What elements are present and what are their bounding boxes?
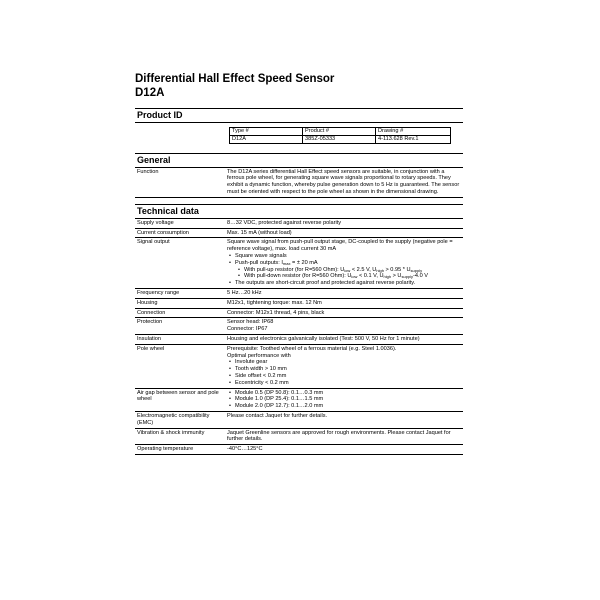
temperature-value: -40°C…125°C xyxy=(227,446,263,453)
function-row xyxy=(135,168,463,198)
signal-pullup: • With pull-up resistor (for R=560 Ohm): $U_{low} < 2.5$ V, $U_{high} > 0.95 * U_{supply}$ xyxy=(244,267,461,274)
general-section xyxy=(135,153,463,198)
protection-connector: Connector: IP67 xyxy=(227,326,268,333)
supply-value: 8…32 VDC, protected against reverse polarity xyxy=(227,219,342,226)
spec-row-supply xyxy=(135,219,463,229)
current-value: Max. 15 mA (without load) xyxy=(227,229,292,236)
air-gap-label: Air gap between sensor and pole wheel xyxy=(137,389,219,403)
air-gap-list xyxy=(227,390,461,410)
spec-row-protection xyxy=(135,318,463,335)
air-gap-value xyxy=(225,389,463,411)
datasheet-page xyxy=(135,72,463,455)
insulation-value: Housing and electronics galvanically isolated (Test: 500 V, 50 Hz for 1 minute) xyxy=(227,335,420,342)
pole-wheel-prerequisite: Prerequisite: Toothed wheel of a ferrous material (e.g. Steel 1.0036). xyxy=(227,345,397,352)
product-id-value-row xyxy=(230,135,451,143)
spec-row-signal xyxy=(135,238,463,289)
spec-row-housing xyxy=(135,299,463,309)
list-item: • Involute gear xyxy=(235,359,461,366)
spec-row-vibration xyxy=(135,429,463,446)
list-item: • Module 1.0 (DP 25.4): 0.1…1.5 mm xyxy=(235,396,461,403)
current-label: Current consumption xyxy=(137,229,189,236)
product-value: 385Z-05333 xyxy=(303,135,376,143)
supply-label: Supply voltage xyxy=(137,219,174,226)
title-line-1: Differential Hall Effect Speed Sensor xyxy=(135,73,335,85)
signal-intro: Square wave signal from push-pull output stage, DC-coupled to the supply (negative pole = reference voltage), max. load current 30 mA xyxy=(227,239,453,253)
function-text: The D12A series differential Hall Effect speed sensors are suitable, in conjunction with a ferrous pole wheel, for generating square wave signals proportional to rotary speeds. They exhibit a dynamic function, whereby pulse generation down to 5 Hz is guaranteed. The sensor must be oriented with respect to the pole wheel as shown in the dimensional drawing. xyxy=(227,168,460,195)
spec-row-connection xyxy=(135,309,463,319)
signal-list xyxy=(227,253,461,287)
list-item: • Module 2.0 (DP 12.7): 0.1…2.0 mm xyxy=(235,403,461,410)
signal-bullet-square: • Square wave signals xyxy=(235,253,461,260)
pole-wheel-label: Pole wheel xyxy=(137,345,165,352)
insulation-label: Insulation xyxy=(137,335,161,342)
protection-label: Protection xyxy=(137,319,163,326)
emc-label: Electromagnetic compatibility (EMC) xyxy=(137,412,210,426)
list-item: • Side offset < 0.2 mm xyxy=(235,373,461,380)
spec-row-insulation xyxy=(135,335,463,345)
pole-wheel-value xyxy=(225,345,463,388)
connection-label: Connection xyxy=(137,309,166,316)
list-item: • Tooth width > 10 mm xyxy=(235,366,461,373)
document-title xyxy=(135,72,463,100)
emc-value: Please contact Jaquet for further details. xyxy=(227,412,328,419)
title-line-2: D12A xyxy=(135,87,165,99)
product-header: Product # xyxy=(303,128,376,136)
signal-label: Signal output xyxy=(137,239,170,246)
frequency-value: 5 Hz…20 kHz xyxy=(227,289,262,296)
drawing-value: 4-113.628 Rev.1 xyxy=(376,135,451,143)
type-header: Type # xyxy=(230,128,303,136)
spec-row-emc xyxy=(135,412,463,429)
list-item: • Module 0.5 (DP 50.8): 0.1…0.3 mm xyxy=(235,390,461,397)
housing-label: Housing xyxy=(137,299,158,306)
signal-value xyxy=(225,238,463,288)
technical-section xyxy=(135,204,463,455)
spec-row-temperature xyxy=(135,445,463,455)
signal-pulldown: • With pull-down resistor (for R=560 Ohm): $U_{low} < 0.1$ V, $U_{high} > U_{supply}-4.0$ V xyxy=(244,273,461,280)
function-label: Function xyxy=(137,168,159,175)
technical-heading: Technical data xyxy=(135,204,463,219)
general-heading: General xyxy=(135,153,463,168)
signal-bullet-shortcircuit: • The outputs are short-circuit proof and protected against reverse polarity. xyxy=(235,280,461,287)
signal-bullet-pushpull: • Push-pull outputs: $I_{max}$ = ± 20 mA • With pull-up resistor (for R=560 Ohm): $U_{low} < 2.5$ V, $U_{high} > 0.95 * U_{supply}$ • With pull-down resistor (for R=560 Ohm): $U_{low} < 0.1$ V, $U_{high} > U_{supply}-4.0$ V xyxy=(235,260,461,280)
product-id-table xyxy=(229,127,451,144)
spec-row-air-gap xyxy=(135,389,463,412)
pole-wheel-list xyxy=(227,359,461,386)
pole-wheel-optimal: Optimal performance with xyxy=(227,352,291,359)
vibration-label: Vibration & shock immunity xyxy=(137,429,205,436)
vibration-value: Jaquet Greenline sensors are approved for rough environments. Please contact Jaquet for further details. xyxy=(227,429,451,443)
product-id-heading: Product ID xyxy=(135,108,463,123)
list-item: • Eccentricity < 0.2 mm xyxy=(235,380,461,387)
signal-sublist xyxy=(235,267,461,281)
housing-value: M12x1, tightening torque: max. 12 Nm xyxy=(227,299,322,306)
type-value: D12A xyxy=(230,135,303,143)
spec-row-pole-wheel xyxy=(135,345,463,389)
temperature-label: Operating temperature xyxy=(137,446,194,453)
product-id-section xyxy=(135,108,463,147)
spec-row-frequency xyxy=(135,289,463,299)
protection-value xyxy=(225,318,463,334)
frequency-label: Frequency range xyxy=(137,289,180,296)
spec-row-current xyxy=(135,229,463,239)
protection-head: Sensor head: IP68 xyxy=(227,319,274,326)
connection-value: Connector: M12x1 thread, 4 pins, black xyxy=(227,309,325,316)
product-id-header-row xyxy=(230,128,451,136)
drawing-header: Drawing # xyxy=(376,128,451,136)
